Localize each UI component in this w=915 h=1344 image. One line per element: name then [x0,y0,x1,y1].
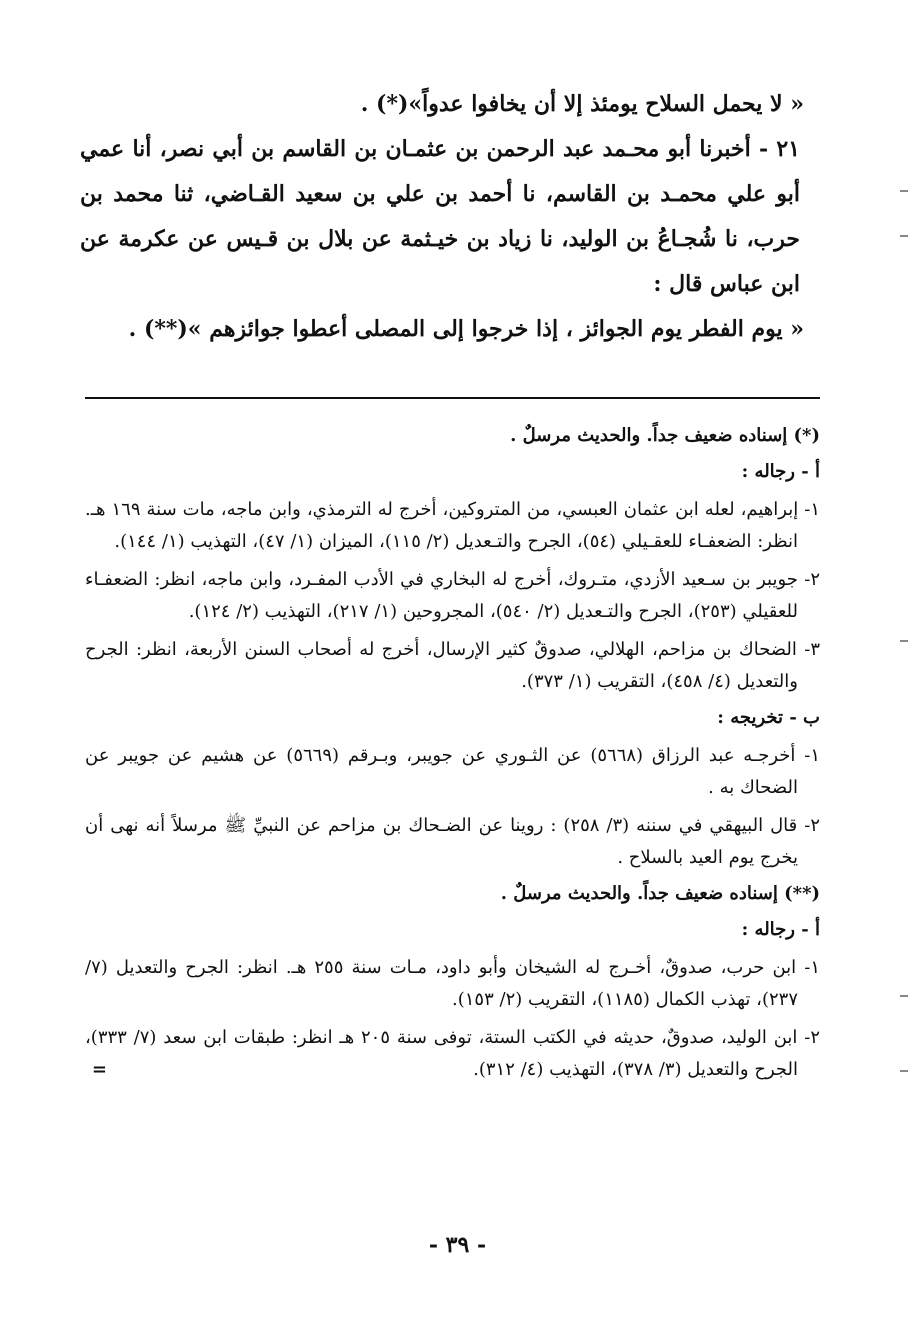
footnote-2-rijal-item-1: ١- ابن حرب، صدوقٌ، أخـرج له الشيخان وأبو داود، مـات سنة ٢٥٥ هـ. انظر: الجرح والتعديل (٧/ ٢٣٧)، تهذب الكمال (١١٨٥)، التقريب (٢/ ١٥٣). [85,957,820,1010]
margin-tick [900,190,908,192]
hadith-quote-1: « لا يحمل السلاح يومئذ إلا أن يخافوا عدواً»(*) . [360,91,804,117]
footnote-2-rijal-heading: أ - رجاله : [741,919,820,940]
footnote-2-rijal-item-2: ٢- ابن الوليد، صدوقٌ، حديثه في الكتب الستة، توفى سنة ٢٠٥ هـ انظر: طبقات ابن سعد (٧/ ٣٣٣)، الجرح والتعديل (٣/ ٣٧٨)، التهذيب (٤/ ٣١٢). = [85,1027,820,1080]
margin-tick [900,995,908,997]
footnote-1-rijal-item-3: ٣- الضحاك بن مزاحم، الهلالي، صدوقٌ كثير الإرسال، أخرج له أصحاب السنن الأربعة، انظر: الجرح والتعديل (٤/ ٤٥٨)، التقريب (١/ ٣٧٣). [85,639,820,692]
footnotes [85,416,820,1086]
footnote-2-rijal-item-2-text: ٢- ابن الوليد، صدوقٌ، حديثه في الكتب الستة، توفى سنة ٢٠٥ هـ انظر: طبقات ابن سعد (٧/ ٣٣٣)، الجرح والتعديل (٣/ ٣٧٨)، التهذيب (٤/ ٣١٢). [85,1027,820,1080]
page-number: - ٣٩ - [428,1232,487,1258]
footnote-1-rijal-item-1: ١- إبراهيم، لعله ابن عثمان العبسي، من المتروكين، أخرج له الترمذي، وابن ماجه، مات سنة ١٦٩ هـ. انظر: الضعفـاء للعقـيلي (٥٤)، الجرح والتـعديل (٢/ ١١٥)، الميزان (١/ ٤٧)، التهذيب (١/ ١٤٤). [85,499,820,552]
margin-tick [900,640,908,642]
margin-tick [900,235,908,237]
margin-tick [900,1070,908,1072]
footnote-1-rijal-heading: أ - رجاله : [741,461,820,482]
footnote-1-rijal-item-2: ٢- جويبر بن سـعيد الأزدي، متـروك، أخرج له البخاري في الأدب المفـرد، وابن ماجه، انظر: الضعفـاء للعقيلي (٢٥٣)، الجرح والتـعديل (٢/ ٥٤٠)، المجروحين (١/ ٢١٧)، التهذيب (٢/ ١٢٤). [85,569,820,622]
main-text [80,82,820,352]
footnote-1-takhrij-heading: ب - تخريجه : [717,707,820,728]
footnote-separator [85,397,820,399]
hadith-quote-2: « يوم الفطر يوم الجوائز ، إذا خرجوا إلى المصلى أعطوا جوائزهم »(**) . [128,316,804,342]
footnote-1-takhrij-item-2: ٢- قال البيهقي في سننه (٣/ ٢٥٨) : روينا عن الضـحاك بن مزاحم عن النبيِّ ﷺ مرسلاً أنه نهى أن يخرج يوم العيد بالسلاح . [85,815,820,868]
footnote-1-head: (*) إسناده ضعيف جداً. والحديث مرسلٌ . [510,425,820,446]
footnote-1-takhrij-item-1: ١- أخرجـه عبد الرزاق (٥٦٦٨) عن الثـوري عن جويبر، وبـرقم (٥٦٦٩) عن هشيم عن جويبر عن الضحاك به . [85,745,820,798]
hadith-21-paragraph: ٢١ - أخبرنا أبو محـمد عبد الرحمن بن عثمـان بن القاسم بن أبي نصر، أنا عمي أبو علي محمـد بن القاسم، نا أحمد بن علي بن سعيد القـاضي، ثنا محمد بن حرب، نا شُجـاعُ بن الوليد، نا زياد بن خيـثمة عن بلال بن قـيس عن عكرمة عن ابن عباس قال : [80,136,800,297]
footnote-2-head: (**) إسناده ضعيف جداً. والحديث مرسلٌ . [500,883,820,904]
